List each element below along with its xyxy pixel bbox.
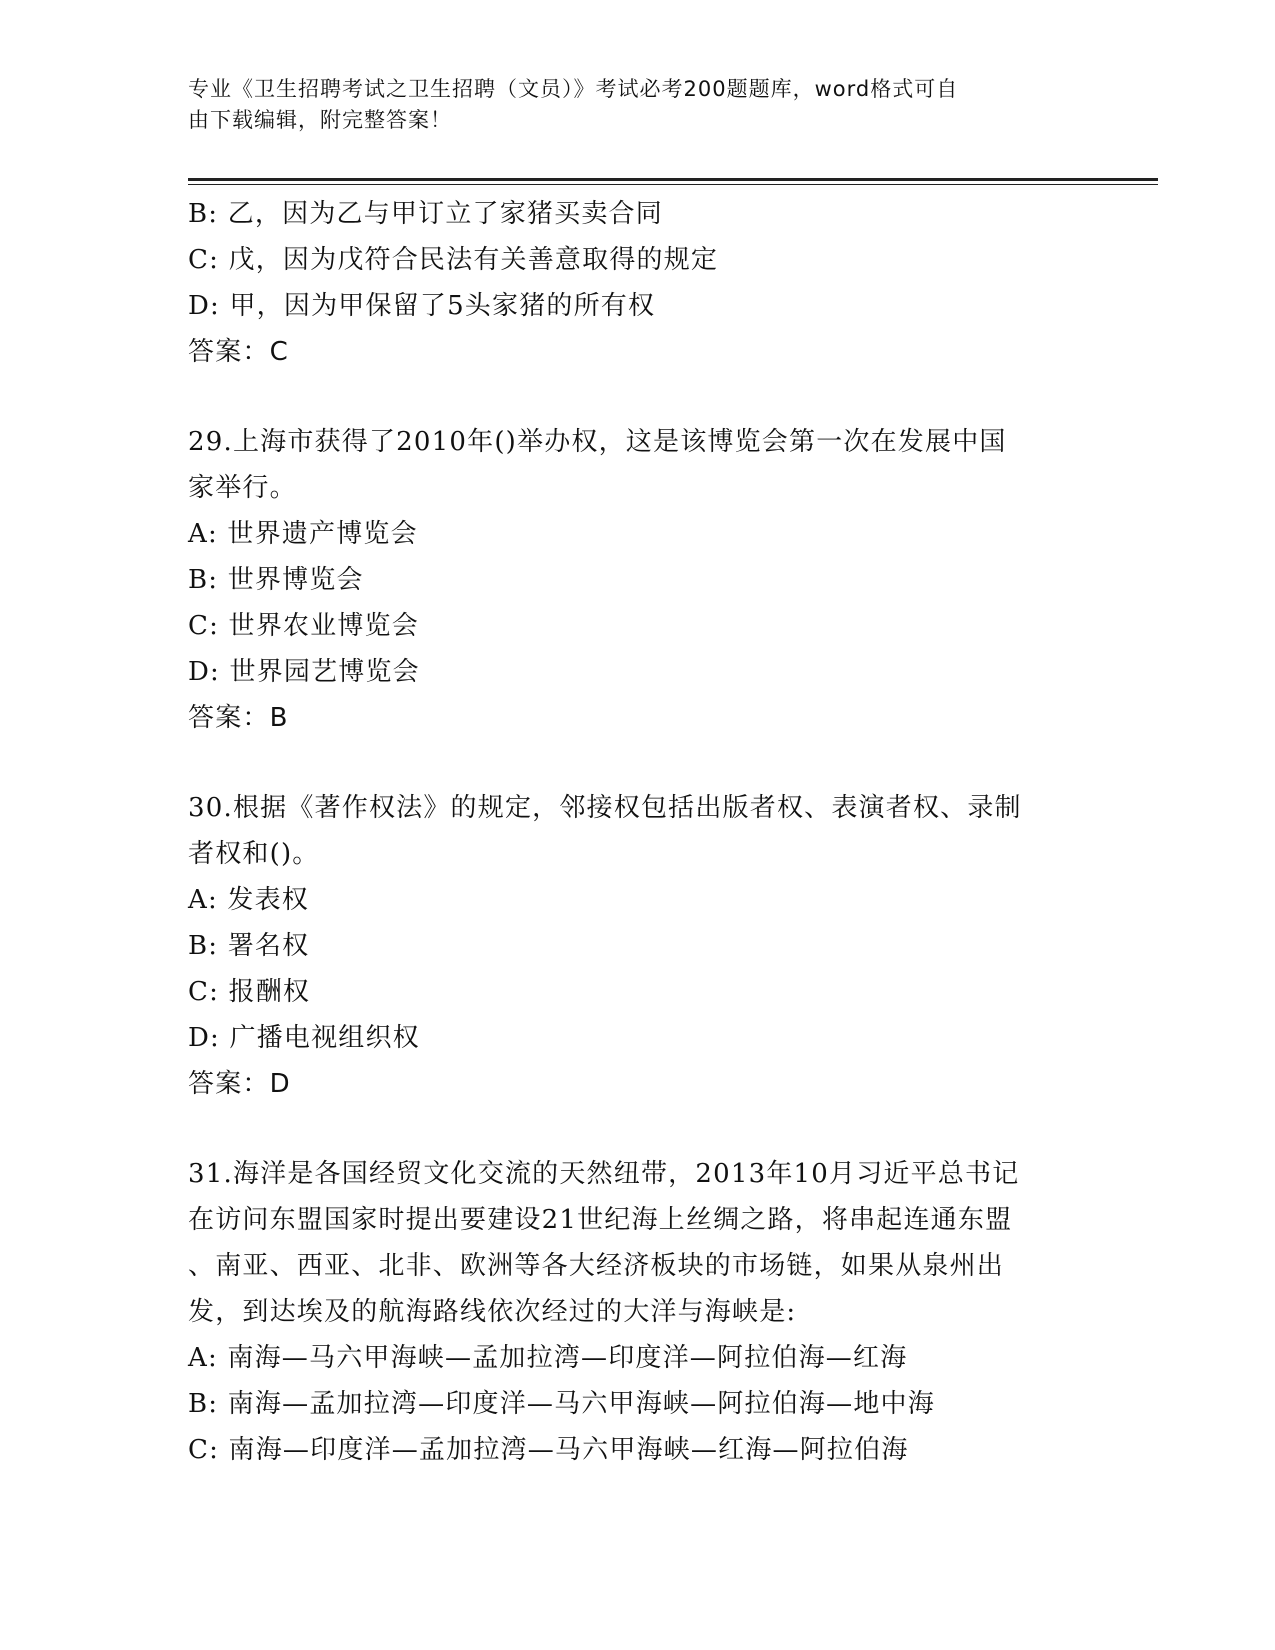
- question-stem-line: 在访问东盟国家时提出要建设21世纪海上丝绸之路，将串起连通东盟: [188, 1205, 1013, 1235]
- option-d: D: 甲，因为甲保留了5头家猪的所有权: [188, 291, 656, 321]
- option-b: B: 南海—孟加拉湾—印度洋—马六甲海峡—阿拉伯海—地中海: [188, 1389, 935, 1419]
- option-c: C: 世界农业博览会: [188, 611, 419, 641]
- option-b: B: 世界博览会: [188, 565, 364, 595]
- question-31: [188, 1151, 1088, 1473]
- spacer: [188, 375, 1088, 419]
- question-28-tail: [188, 191, 1088, 375]
- question-stem-line: 30.根据《著作权法》的规定，邻接权包括出版者权、表演者权、录制: [188, 793, 1022, 823]
- answer-label: 答案：D: [188, 1069, 291, 1099]
- header-divider-thin: [188, 184, 1158, 185]
- option-d: D: 广播电视组织权: [188, 1023, 420, 1053]
- question-30: [188, 785, 1088, 1107]
- answer-label: 答案：B: [188, 703, 289, 733]
- question-list: [188, 191, 1088, 1473]
- question-stem-line: 31.海洋是各国经贸文化交流的天然纽带，2013年10月习近平总书记: [188, 1159, 1020, 1189]
- header-line-1: 专业《卫生招聘考试之卫生招聘（文员）》考试必考200题题库，word格式可自: [188, 77, 959, 101]
- question-29: [188, 419, 1088, 741]
- page-header: [188, 74, 1078, 136]
- option-d: D: 世界园艺博览会: [188, 657, 420, 687]
- question-stem-line: 29.上海市获得了2010年()举办权，这是该博览会第一次在发展中国: [188, 427, 1007, 457]
- question-stem-line: 者权和()。: [188, 839, 320, 869]
- spacer: [188, 1107, 1088, 1151]
- option-b: B: 乙，因为乙与甲订立了家猪买卖合同: [188, 199, 663, 229]
- option-c: C: 报酬权: [188, 977, 311, 1007]
- option-b: B: 署名权: [188, 931, 310, 961]
- answer-label: 答案：C: [188, 337, 289, 367]
- option-c: C: 南海—印度洋—孟加拉湾—马六甲海峡—红海—阿拉伯海: [188, 1435, 909, 1465]
- option-a: A: 发表权: [188, 885, 310, 915]
- option-a: A: 世界遗产博览会: [188, 519, 418, 549]
- question-stem-line: 、南亚、西亚、北非、欧洲等各大经济板块的市场链，如果从泉州出: [188, 1251, 1005, 1281]
- header-line-2: 由下载编辑，附完整答案！: [188, 108, 452, 132]
- option-c: C: 戊，因为戊符合民法有关善意取得的规定: [188, 245, 719, 275]
- header-divider-thick: [188, 178, 1158, 181]
- option-a: A: 南海—马六甲海峡—孟加拉湾—印度洋—阿拉伯海—红海: [188, 1343, 908, 1373]
- question-stem-line: 发，到达埃及的航海路线依次经过的大洋与海峡是:: [188, 1297, 797, 1327]
- question-stem-line: 家举行。: [188, 473, 297, 503]
- spacer: [188, 741, 1088, 785]
